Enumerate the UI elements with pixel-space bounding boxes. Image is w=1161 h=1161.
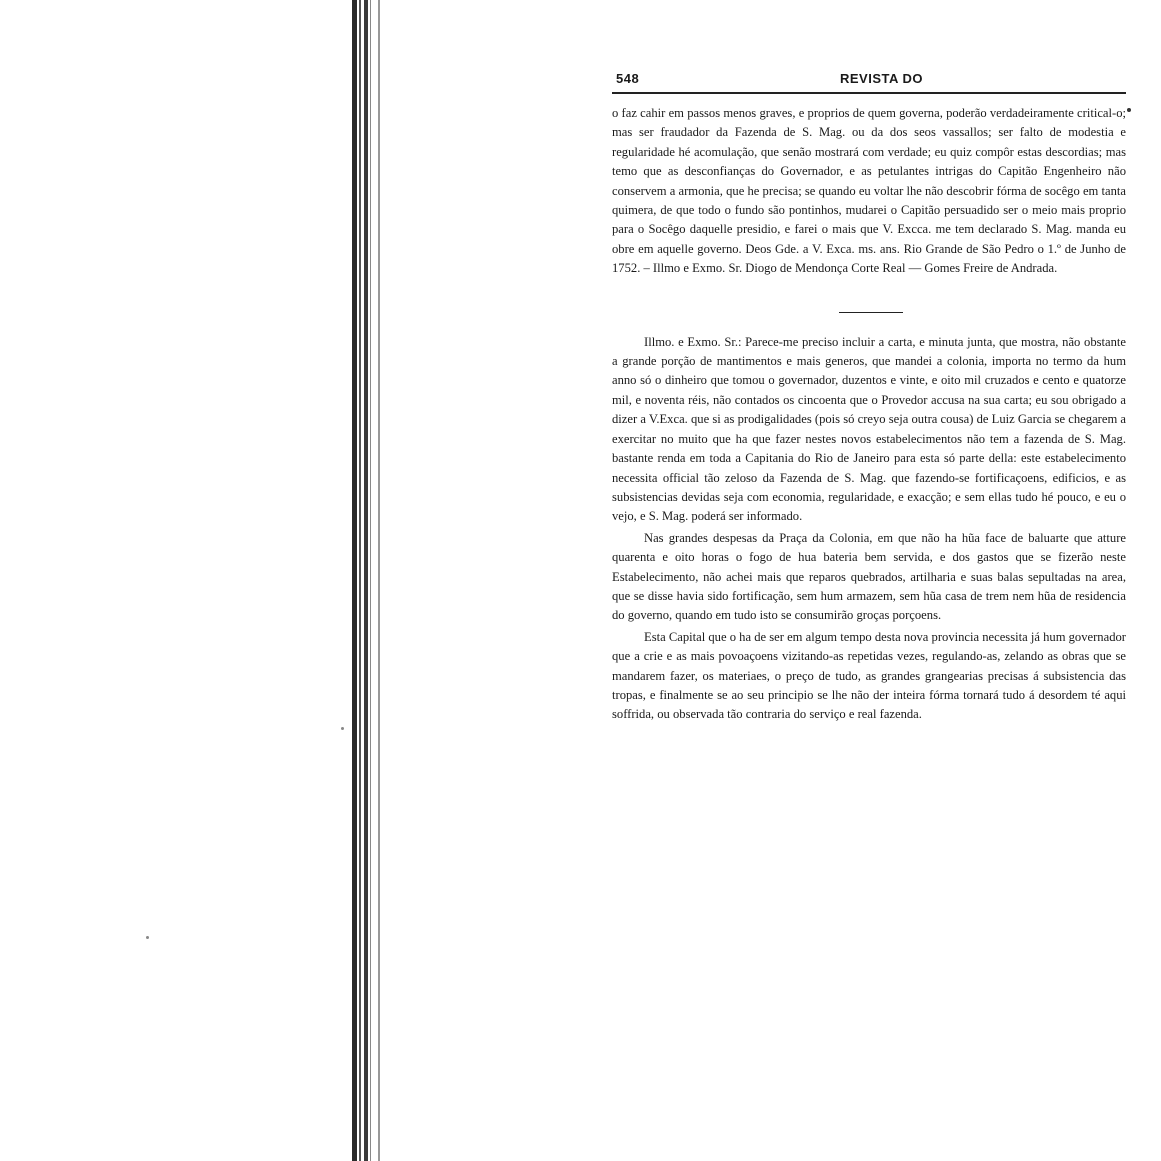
header-rule [612, 92, 1126, 94]
letter-1-paragraph: o faz cahir em passos menos graves, e proprios de quem governa, poderão verdadeiramente critical-o; mas ser fraudador da Fazenda de S. Mag. ou da dos seos vassallos; ser falto de modestia e regularidade hé acomulação, que senão mostrará com verdade; eu quiz compôr estas descordias; mas temo que as desconfianças do Governador, e as petulantes intrigas do Capitão Engenheiro não conservem a armonia, que he precisa; se quando eu voltar lhe não descobrir fórma de socêgo em tanta quimera, de que todo o fundo são pontinhos, mudarei o Capitão persuadido ser o meio mais proprio para o Socêgo daquelle presidio, e farei o mais que V. Excca. me tem declarado S. Mag. manda eu obre em aquelle governo. Deos Gde. a V. Exca. ms. ans. Rio Grande de São Pedro o 1.º de Junho de 1752. – Illmo e Exmo. Sr. Diogo de Mendonça Corte Real — Gomes Freire de Andrada. [612, 106, 1126, 276]
book-gutter-line [378, 0, 380, 1161]
section-divider [839, 312, 903, 313]
book-gutter-line [359, 0, 361, 1161]
scan-speck [341, 727, 344, 730]
page-number: 548 [616, 71, 640, 86]
book-gutter-line [364, 0, 368, 1161]
scan-speck [146, 936, 149, 939]
running-title: REVISTA DO [840, 71, 924, 86]
book-gutter-line [370, 0, 371, 1161]
scan-speck [1127, 108, 1131, 112]
book-page [612, 66, 1126, 725]
letter-2-paragraph-2: Nas grandes despesas da Praça da Colonia, em que não ha hũa face de baluarte que atture quarenta e oito horas o fogo de hua bateria bem servida, e dos gastos que se fizerão neste Estabelecimento, não achei mais que reparos quebrados, artilharia e suas balas sepultadas na area, que se disse havia sido fortificação, sem hum armazem, sem hũa casa de trem nem hũa de residencia do governo, quando em tudo isto se consumirão groças porçoens. [612, 530, 1126, 623]
page-header [612, 66, 1126, 88]
letter-2-paragraph-3: Esta Capital que o ha de ser em algum tempo desta nova provincia necessita já hum governador que a crie e as mais povoaçoens vizitando-as repetidas vezes, regulando-as, zelando as obras que se mandarem fazer, os materiaes, o preço de tudo, as grandes grangearias precisas á subsistencia das tropas, e finalmente se ao seu principio se lhe não der inteira fórma tornará tudo á desordem té aqui soffrida, ou observada tão contraria do serviço e real fazenda. [612, 629, 1126, 722]
book-gutter-shadow [352, 0, 357, 1161]
letter-2-paragraph-1: Illmo. e Exmo. Sr.: Parece-me preciso incluir a carta, e minuta junta, que mostra, não obstante a grande porção de mantimentos e mais generos, que mandei a colonia, importa no termo da hum anno só o dinheiro que tomou o governador, duzentos e vinte, e oito mil cruzados e cento e quatorze mil, e noventa réis, não contados os cincoenta que o Provedor accusa na sua carta; eu sou obrigado a dizer a V.Exca. que si as prodigalidades (pois só creyo seja outra cousa) de Luiz Garcia se chegarem a exercitar no muito que ha que fazer nestes novos estabelecimentos não tem a fazenda de S. Mag. bastante renda em toda a Capitania do Rio de Janeiro para esta só parte della: este estabelecimento necessita official tão zeloso da Fazenda de S. Mag. que fazendo-se fortificaçoens, edificios, e as subsistencias devidas seja com economia, regularidade, e exacção; e sem ellas tudo hé pouco, e eu o vejo, e S. Mag. poderá ser informado. [612, 334, 1126, 524]
